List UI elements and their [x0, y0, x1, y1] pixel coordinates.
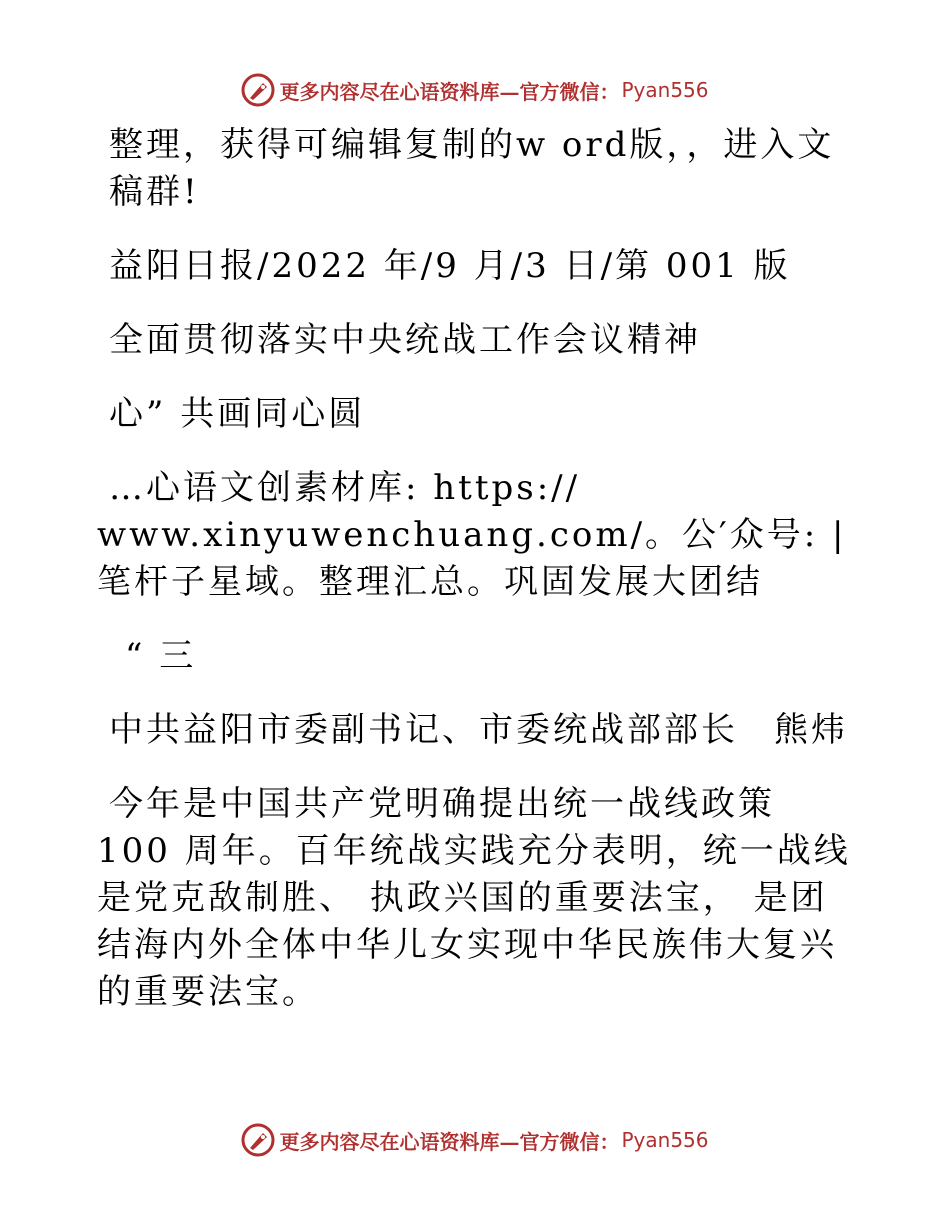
- author-role: 中共益阳市委副书记、市委统战部部长: [109, 710, 738, 750]
- paragraph-watermark-text: [97, 465, 857, 606]
- footer-banner: [0, 1120, 950, 1160]
- header-banner: [0, 70, 950, 110]
- paragraph-subheadline: 心” 共画同心圆: [109, 394, 366, 434]
- pen-nib-logo-icon: [241, 73, 275, 107]
- paragraph-headline: 全面贯彻落实中央统战工作会议精神: [109, 320, 701, 360]
- paragraph-body: 今年是中国共产党明确提出统一战线政策 100 周年。百年统战实践充分表明，统一战线是党克敌制胜、 执政兴国的重要法宝， 是团结海内外全体中华儿女实现中华民族伟大复兴的重要法宝。: [97, 784, 851, 1012]
- document-body: [97, 122, 857, 1043]
- banner-wechat-id: Pyan556: [621, 1128, 709, 1152]
- paragraph-notice: 整理，获得可编辑复制的w ord版，，进入文稿群!: [109, 125, 835, 212]
- paragraph-byline: [97, 707, 857, 754]
- pen-nib-logo-icon: [241, 1123, 275, 1157]
- banner-text: 更多内容尽在心语资料库—官方微信：: [279, 1129, 620, 1154]
- author-name: 熊炜: [774, 710, 848, 750]
- watermark-line-1: …心语文创素材库: https://: [109, 468, 581, 508]
- banner-text: 更多内容尽在心语资料库—官方微信：: [279, 79, 620, 104]
- banner-wechat-id: Pyan556: [621, 78, 709, 102]
- paragraph-fragment: “ 三: [125, 636, 197, 676]
- paragraph-source: 益阳日报/2022 年/9 月/3 日/第 001 版: [109, 246, 791, 286]
- watermark-line-rest: www.xinyuwenchuang.com/。公′众号: |笔杆子星域。整理汇总。巩固发展大团结: [97, 515, 847, 602]
